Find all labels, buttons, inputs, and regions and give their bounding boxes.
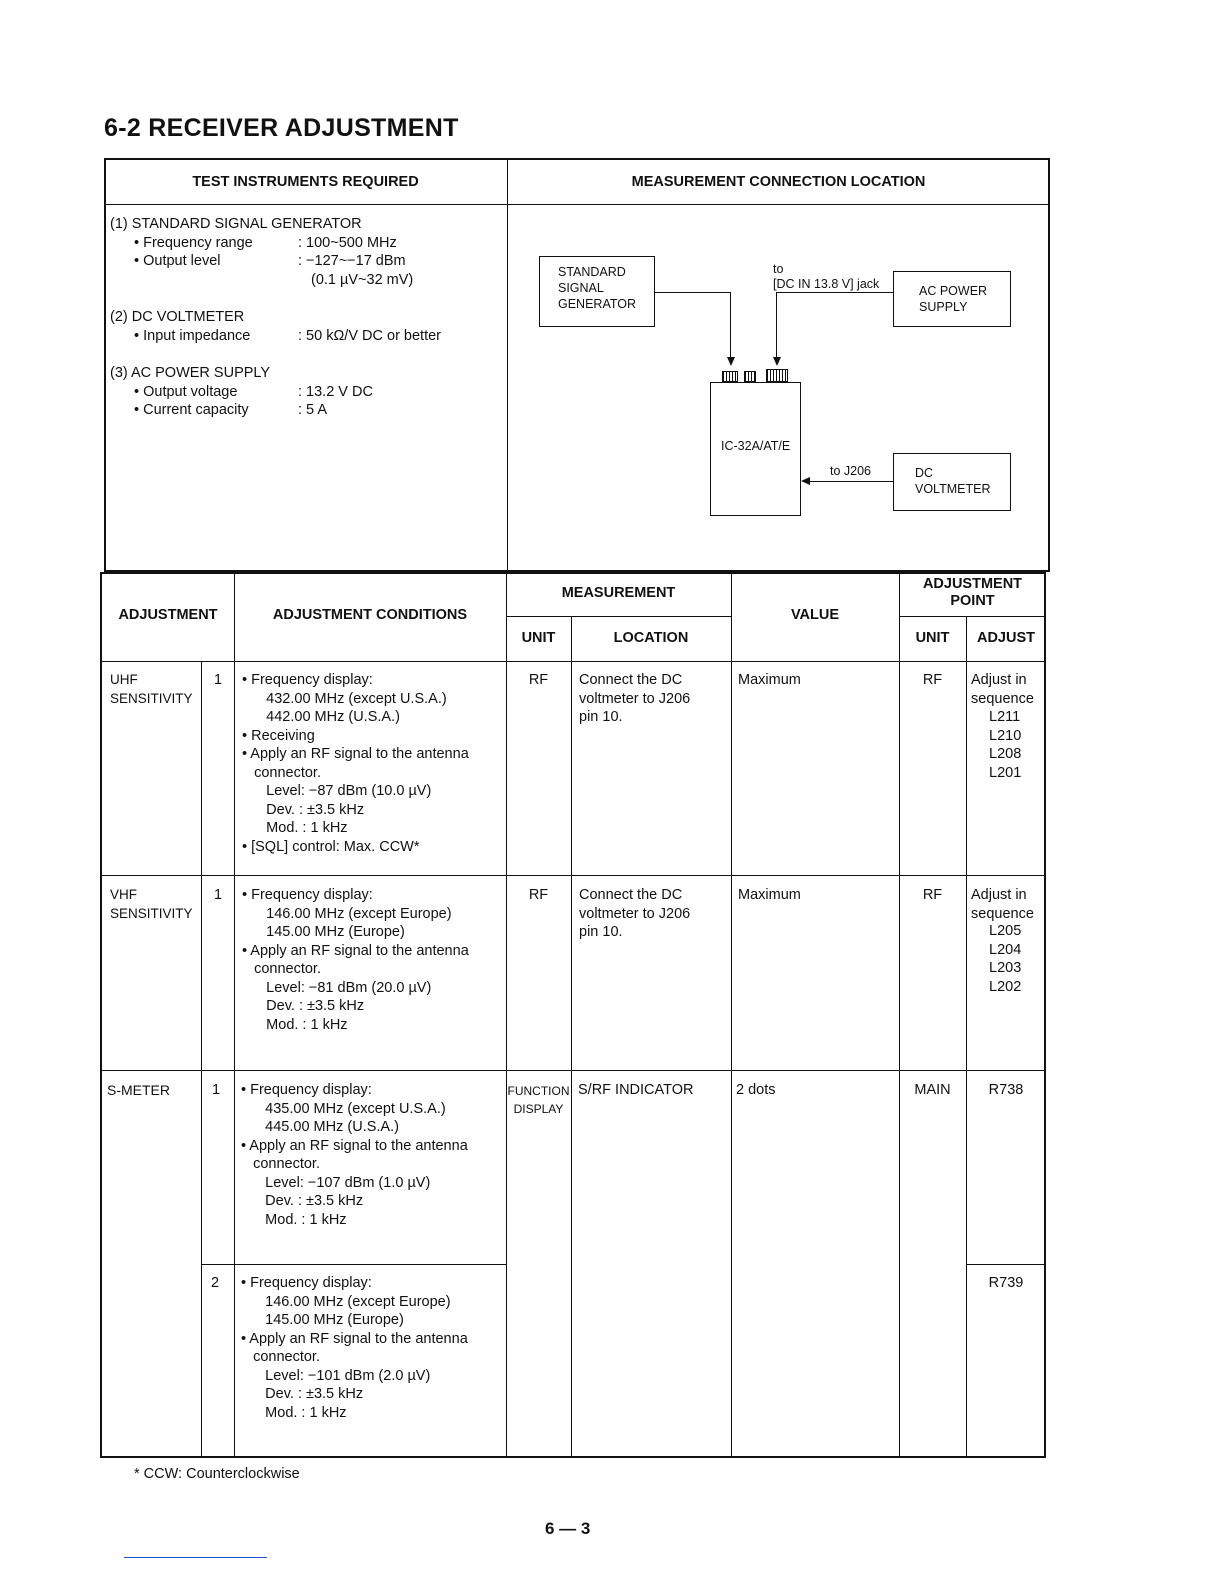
instrument-acps-title: (3) AC POWER SUPPLY [110, 365, 271, 381]
row-vhf-unit: RF [528, 887, 549, 903]
row-smeter-conditions-2: • Frequency display: 146.00 MHz (except Europe) 145.00 MHz (Europe) • Apply an RF signal to the antenna connector. Level: −101 dBm (2.0 µV) Dev. : ±3.5 kHz Mod. : 1 kHz [241, 1275, 468, 1421]
ps-wire-v [776, 292, 777, 358]
header-adjust: ADJUST [976, 630, 1035, 646]
to-label: to [773, 262, 784, 276]
instrument-acps-volt-value: : 13.2 V DC [298, 384, 373, 400]
header-location: LOCATION [613, 630, 689, 646]
jack-label: [DC IN 13.8 V] jack [773, 277, 880, 291]
col-line-step [201, 662, 202, 1458]
instrument-ssg-freq-label: • Frequency range [134, 235, 253, 251]
header-measurement: MEASUREMENT [561, 585, 676, 601]
row-smeter-adjust-1: R738 [988, 1082, 1024, 1098]
instrument-ssg-level-value: : −127~−17 dBm [298, 253, 406, 269]
ps-wire-h [776, 292, 893, 293]
row-smeter-conditions-1: • Frequency display: 435.00 MHz (except U.S.A.) 445.00 MHz (U.S.A.) • Apply an RF signal to the antenna connector. Level: −107 dBm (1.0 µV) Dev. : ±3.5 kHz Mod. : 1 kHz [241, 1082, 468, 1228]
section-title: 6-2 RECEIVER ADJUSTMENT [104, 114, 459, 142]
row-smeter-step-1: 1 [212, 1082, 221, 1098]
page-number: 6 — 3 [545, 1519, 591, 1538]
row-smeter-name: S-METER [107, 1082, 170, 1098]
col-line-adjust [966, 616, 967, 1458]
ssg-wire-h [655, 292, 731, 293]
top-divider [507, 158, 508, 572]
header-adjustment: ADJUSTMENT [118, 607, 218, 623]
row-vhf-name: VHF SENSITIVITY [110, 887, 193, 921]
dcv-box: DC VOLTMETER [893, 453, 1011, 511]
col-line-unit [506, 572, 507, 1458]
instrument-dcv-imp-value: : 50 kΩ/V DC or better [298, 328, 442, 344]
header-unit: UNIT [521, 630, 556, 646]
radio-box: IC-32A/AT/E [710, 382, 801, 516]
instrument-dcv-imp-label: • Input impedance [134, 328, 251, 344]
sub-header-line-adj [899, 616, 1046, 617]
dcv-arrow [801, 477, 810, 485]
row-smeter-adj-unit: MAIN [914, 1082, 951, 1098]
row-uhf-conditions: • Frequency display: 432.00 MHz (except U.S.A.) 442.00 MHz (U.S.A.) • Receiving • Apply an RF signal to the antenna connector. Level: −87 dBm (10.0 µV) Dev. : ±3.5 kHz Mod. : 1 kHz • [SQL] control: Max. CCW* [242, 672, 469, 855]
row-uhf-value: Maximum [738, 672, 801, 688]
bottom-link-underline [124, 1557, 267, 1558]
ac-power-box: AC POWER SUPPLY [893, 271, 1011, 327]
ssg-wire-v [730, 292, 731, 358]
connection-header: MEASUREMENT CONNECTION LOCATION [631, 174, 926, 190]
row-uhf-adjust-head: Adjust in sequence [971, 672, 1034, 707]
footnote: * CCW: Counterclockwise [134, 1466, 300, 1482]
row-vhf-conditions: • Frequency display: 146.00 MHz (except Europe) 145.00 MHz (Europe) • Apply an RF signal to the antenna connector. Level: −81 dBm (20.0 µV) Dev. : ±3.5 kHz Mod. : 1 kHz [242, 887, 469, 1033]
row-line-2 [100, 1070, 1046, 1071]
ssg-box: STANDARD SIGNAL GENERATOR [539, 256, 655, 327]
instrument-ssg-title: (1) STANDARD SIGNAL GENERATOR [110, 216, 362, 232]
row-uhf-unit: RF [528, 672, 549, 688]
ps-arrow [773, 357, 781, 366]
row-smeter-step-2: 2 [211, 1275, 220, 1291]
col-line-cond [234, 572, 235, 1458]
instrument-acps-volt-label: • Output voltage [134, 384, 238, 400]
row-vhf-location: Connect the DC voltmeter to J206 pin 10. [579, 887, 691, 940]
sub-header-line-meas [506, 616, 731, 617]
row-smeter-value: 2 dots [736, 1082, 776, 1098]
antenna-connector [722, 371, 738, 382]
header-adj-unit: UNIT [915, 630, 950, 646]
col-line-loc [571, 616, 572, 1458]
header-bottom-line [100, 661, 1046, 662]
ssg-arrow [727, 357, 735, 366]
row-vhf-value: Maximum [738, 887, 801, 903]
header-value: VALUE [790, 607, 840, 623]
to-j206-label: to J206 [830, 464, 872, 478]
row-vhf-step: 1 [214, 887, 223, 903]
row-uhf-adj-unit: RF [922, 672, 943, 688]
instrument-dcv-title: (2) DC VOLTMETER [110, 309, 245, 325]
col-line-adjunit [899, 572, 900, 1458]
instrument-ssg-level-label: • Output level [134, 253, 221, 269]
row-line-1 [100, 875, 1046, 876]
row-uhf-adjust-items: L211 L210 L208 L201 [989, 709, 1022, 781]
instruments-header: TEST INSTRUMENTS REQUIRED [192, 174, 419, 190]
row-smeter-location: S/RF INDICATOR [578, 1082, 694, 1098]
col-line-value [731, 572, 732, 1458]
header-adj-point: ADJUSTMENT POINT [922, 576, 1023, 609]
row-uhf-location: Connect the DC voltmeter to J206 pin 10. [579, 672, 691, 725]
row-vhf-adj-unit: RF [922, 887, 943, 903]
instrument-acps-cur-label: • Current capacity [134, 402, 249, 418]
dcv-wire [808, 481, 893, 482]
row-smeter-adjust-2: R739 [988, 1275, 1024, 1291]
row-uhf-name: UHF SENSITIVITY [110, 672, 193, 706]
instrument-acps-cur-value: : 5 A [298, 402, 328, 418]
header-conditions: ADJUSTMENT CONDITIONS [272, 607, 468, 623]
dc-in-jack [766, 369, 788, 382]
smeter-split-line-left [201, 1264, 506, 1265]
mid-connector [744, 371, 756, 382]
smeter-split-line-right [966, 1264, 1046, 1265]
instrument-ssg-freq-value: : 100~500 MHz [298, 235, 397, 251]
row-uhf-step: 1 [214, 672, 223, 688]
instrument-ssg-level-uv: (0.1 µV~32 mV) [311, 272, 414, 288]
top-header-line [104, 204, 1050, 205]
row-vhf-adjust-head: Adjust in sequence [971, 887, 1034, 922]
row-vhf-adjust-items: L205 L204 L203 L202 [989, 923, 1022, 995]
row-smeter-unit: FUNCTION DISPLAY [507, 1084, 570, 1116]
